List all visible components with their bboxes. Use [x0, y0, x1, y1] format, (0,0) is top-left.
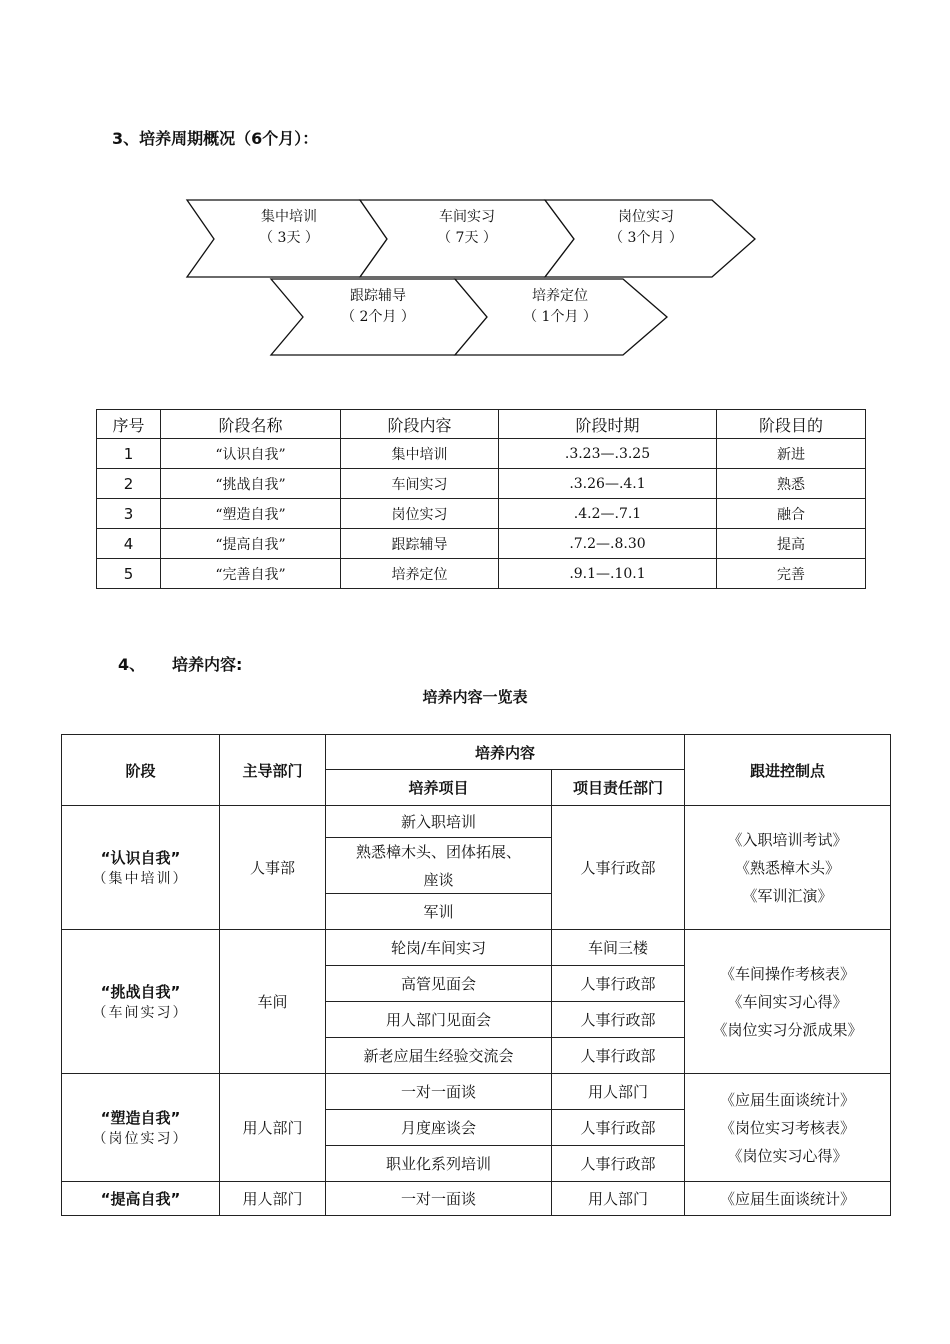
content-table-caption: 培养内容一览表 — [422, 688, 528, 706]
group-4-controls: 《应届生面谈统计》 — [685, 1182, 891, 1216]
item-cell: 月度座谈会 — [326, 1110, 552, 1146]
resp-cell: 车间三楼 — [552, 930, 685, 966]
row-stage-period: .3.26—.4.1 — [499, 469, 717, 499]
row-stage-period: .7.2—.8.30 — [499, 529, 717, 559]
item-cell: 军训 — [326, 894, 552, 930]
control-item: 《熟悉樟木头》 — [735, 858, 841, 877]
item-cell: 轮岗/车间实习 — [326, 930, 552, 966]
stage-name: “挑战自我” — [100, 983, 181, 1001]
group-1-dept: 人事部 — [220, 806, 326, 930]
section-4-title: 培养内容: — [172, 655, 243, 674]
header-stage-content: 阶段内容 — [341, 410, 499, 439]
control-item: 《入职培训考试》 — [727, 830, 848, 849]
item-cell: 用人部门见面会 — [326, 1002, 552, 1038]
resp-cell: 用人部门 — [552, 1074, 685, 1110]
row-index: 3 — [97, 499, 161, 529]
chevron-shapes — [0, 0, 950, 360]
header-index: 序号 — [97, 410, 161, 439]
header-stage-period: 阶段时期 — [499, 410, 717, 439]
group-4-dept: 用人部门 — [220, 1182, 326, 1216]
flow-step-2-name: 车间实习 — [439, 209, 495, 225]
resp-cell: 人事行政部 — [552, 966, 685, 1002]
stage-table — [96, 409, 866, 589]
group-4-stage — [62, 1182, 220, 1216]
table-row — [97, 529, 866, 559]
control-item: 《岗位实习分派成果》 — [712, 1020, 863, 1039]
row-stage-period: .9.1—.10.1 — [499, 559, 717, 589]
resp-cell: 用人部门 — [552, 1182, 685, 1216]
control-item: 《军训汇演》 — [742, 886, 833, 905]
resp-cell: 人事行政部 — [552, 1038, 685, 1074]
item-cell: 高管见面会 — [326, 966, 552, 1002]
group-2-controls — [685, 930, 891, 1074]
stage-name: “提高自我” — [100, 1190, 181, 1208]
training-cycle-flow — [0, 0, 950, 360]
flow-step-5-duration: （ 1个月 ） — [523, 309, 597, 325]
header-stage: 阶段 — [62, 735, 220, 806]
item-cell: 一对一面谈 — [326, 1182, 552, 1216]
flow-step-4-duration: （ 2个月 ） — [341, 309, 415, 325]
row-stage-name: “挑战自我” — [161, 469, 341, 499]
header-stage-goal: 阶段目的 — [717, 410, 866, 439]
row-stage-name: “完善自我” — [161, 559, 341, 589]
flow-step-5 — [485, 286, 635, 328]
row-stage-goal: 完善 — [717, 559, 866, 589]
stage-sub: （车间实习） — [92, 1005, 189, 1021]
control-item: 《岗位实习心得》 — [727, 1146, 848, 1165]
stage-name: “认识自我” — [100, 849, 181, 867]
resp-cell: 人事行政部 — [552, 1110, 685, 1146]
flow-step-2-duration: （ 7天 ） — [437, 230, 497, 246]
stage-sub: （岗位实习） — [92, 1131, 189, 1147]
table-row — [62, 806, 891, 838]
flow-step-4-name: 跟踪辅导 — [350, 288, 406, 304]
section-3-title: 3、培养周期概况（6个月）： — [112, 129, 319, 148]
flow-step-3-duration: （ 3个月 ） — [609, 230, 683, 246]
stage-name: “塑造自我” — [100, 1109, 181, 1127]
control-item: 《应届生面谈统计》 — [720, 1090, 856, 1109]
flow-step-2 — [392, 207, 542, 249]
item-cell: 一对一面谈 — [326, 1074, 552, 1110]
group-3-dept: 用人部门 — [220, 1074, 326, 1182]
row-stage-content: 岗位实习 — [341, 499, 499, 529]
resp-cell: 人事行政部 — [552, 1002, 685, 1038]
flow-step-1-name: 集中培训 — [261, 209, 317, 225]
table-row — [97, 439, 866, 469]
flow-step-5-name: 培养定位 — [532, 288, 588, 304]
item-cell: 职业化系列培训 — [326, 1146, 552, 1182]
row-stage-goal: 熟悉 — [717, 469, 866, 499]
row-stage-goal: 融合 — [717, 499, 866, 529]
header-responsible-dept: 项目责任部门 — [552, 770, 685, 806]
row-stage-name: “认识自我” — [161, 439, 341, 469]
group-3-controls — [685, 1074, 891, 1182]
row-stage-content: 培养定位 — [341, 559, 499, 589]
item-cell: 新入职培训 — [326, 806, 552, 838]
row-index: 4 — [97, 529, 161, 559]
stage-table-header — [97, 410, 866, 439]
header-lead-dept: 主导部门 — [220, 735, 326, 806]
row-stage-name: “提高自我” — [161, 529, 341, 559]
item-cell-cont: 座谈 — [326, 866, 552, 894]
row-index: 2 — [97, 469, 161, 499]
table-row — [97, 469, 866, 499]
section-4-number: 4、 — [118, 655, 146, 674]
flow-step-3-name: 岗位实习 — [618, 209, 674, 225]
header-control-point: 跟进控制点 — [685, 735, 891, 806]
item-cell: 熟悉樟木头、团体拓展、 — [326, 838, 552, 866]
group-2-stage — [62, 930, 220, 1074]
content-header-row-1 — [62, 735, 891, 770]
row-stage-content: 跟踪辅导 — [341, 529, 499, 559]
table-row — [97, 499, 866, 529]
control-item: 《岗位实习考核表》 — [720, 1118, 856, 1137]
flow-step-1-duration: （ 3天 ） — [259, 230, 319, 246]
row-stage-name: “塑造自我” — [161, 499, 341, 529]
row-index: 1 — [97, 439, 161, 469]
item-cell: 新老应届生经验交流会 — [326, 1038, 552, 1074]
group-2-dept: 车间 — [220, 930, 326, 1074]
resp-cell: 人事行政部 — [552, 1146, 685, 1182]
flow-step-4 — [303, 286, 453, 328]
row-stage-content: 车间实习 — [341, 469, 499, 499]
row-index: 5 — [97, 559, 161, 589]
table-row — [62, 1074, 891, 1110]
group-1-resp: 人事行政部 — [552, 806, 685, 930]
row-stage-period: .3.23—.3.25 — [499, 439, 717, 469]
header-stage-name: 阶段名称 — [161, 410, 341, 439]
group-3-stage — [62, 1074, 220, 1182]
row-stage-content: 集中培训 — [341, 439, 499, 469]
header-training-item: 培养项目 — [326, 770, 552, 806]
flow-step-1 — [214, 207, 364, 249]
table-row — [97, 559, 866, 589]
content-table — [61, 734, 891, 1216]
table-row — [62, 1182, 891, 1216]
group-1-controls — [685, 806, 891, 930]
table-row — [62, 930, 891, 966]
row-stage-period: .4.2—.7.1 — [499, 499, 717, 529]
control-item: 《车间实习心得》 — [727, 992, 848, 1011]
group-1-stage — [62, 806, 220, 930]
control-item: 《车间操作考核表》 — [720, 964, 856, 983]
row-stage-goal: 新进 — [717, 439, 866, 469]
stage-sub: （集中培训） — [92, 871, 189, 887]
flow-step-3 — [571, 207, 721, 249]
header-training-content: 培养内容 — [326, 735, 685, 770]
row-stage-goal: 提高 — [717, 529, 866, 559]
